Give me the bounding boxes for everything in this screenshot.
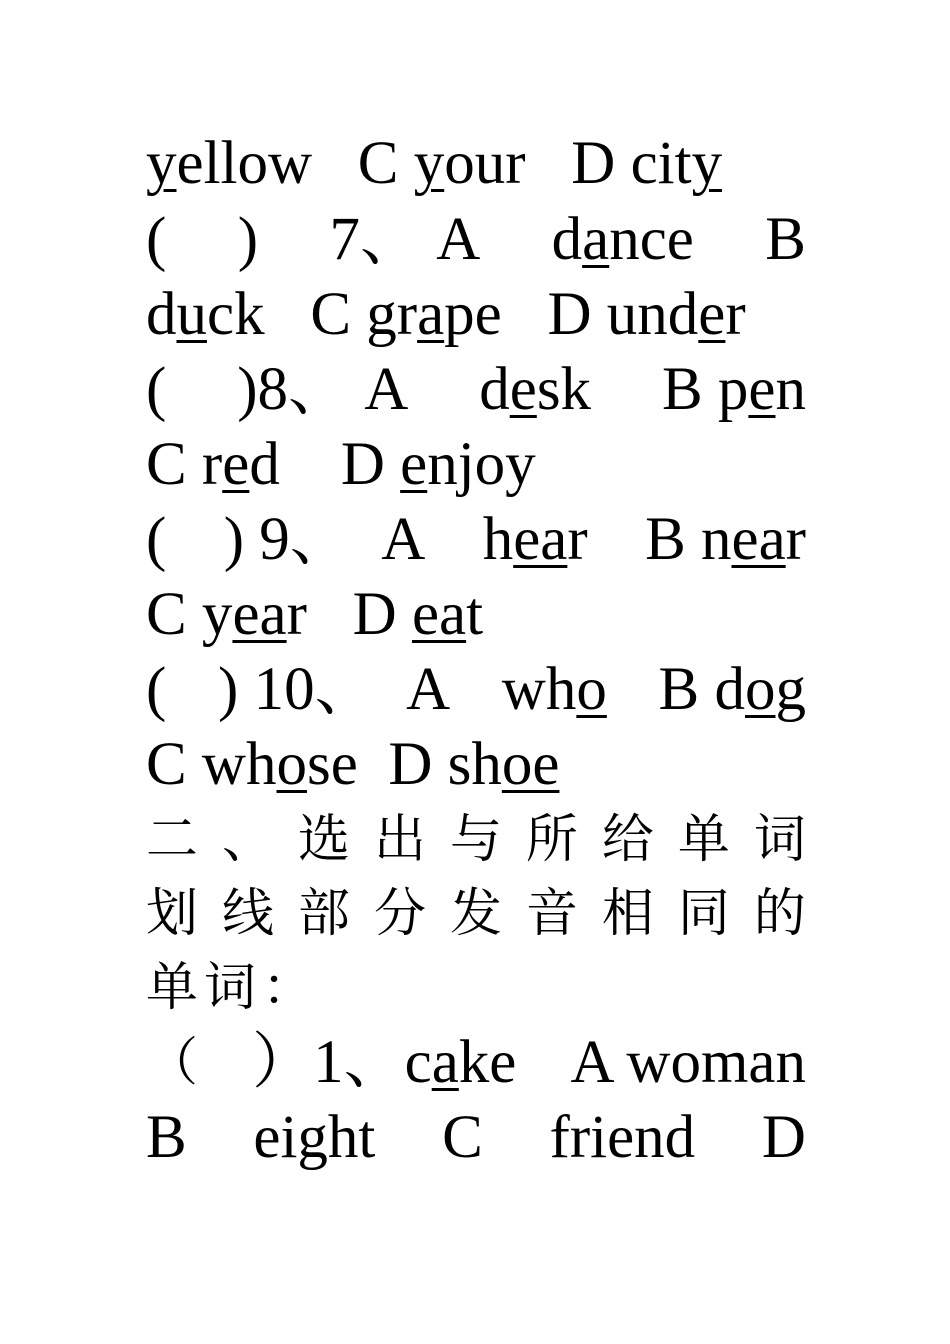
underlined-letters: y: [691, 130, 723, 197]
underlined-letters: a: [417, 281, 445, 348]
option-word: hear: [482, 506, 588, 573]
underlined-letters: y: [146, 130, 177, 197]
underlined-letters: a: [431, 1029, 459, 1096]
answer-paren-open: (: [146, 656, 167, 723]
question-number: ) 9、 A: [223, 506, 426, 573]
answer-paren-open: (: [146, 506, 167, 573]
answer-paren-open: (: [146, 356, 167, 423]
section-heading-line: 划 线 部 分 发 音 相 同 的: [146, 884, 806, 944]
question-1-line: [146, 1026, 806, 1100]
question-number: )8、 A: [237, 356, 409, 423]
question-number: ) 10、 A: [218, 656, 451, 723]
option-label: B: [765, 206, 806, 273]
option-line: C red D enjoy: [146, 431, 536, 498]
question-7-line: [146, 203, 806, 277]
option-word: B near: [645, 506, 806, 573]
option-word: who: [501, 656, 607, 723]
option-word: dance: [551, 206, 694, 273]
underlined-letters: oe: [501, 731, 560, 798]
option-word: B dog: [658, 656, 806, 723]
section-heading-line: 二 、 选 出 与 所 给 单 词: [146, 810, 806, 870]
answer-paren-open: （: [146, 1033, 199, 1093]
question-9-line: [146, 503, 806, 577]
option-word: A woman: [570, 1029, 806, 1096]
option-text: ellow C: [176, 130, 414, 197]
underlined-letters: e: [509, 356, 537, 423]
underlined-letters: ea: [731, 506, 786, 573]
question-10-line: [146, 653, 806, 727]
option-word: desk: [479, 356, 592, 423]
underlined-letters: u: [176, 281, 207, 348]
underlined-letters: o: [276, 731, 307, 798]
option-word: B pen: [661, 356, 806, 423]
option-text: our D cit: [444, 130, 692, 197]
option-line: C year D eat: [146, 581, 484, 648]
option-line: [146, 127, 806, 201]
question-word: ）1、cake: [252, 1029, 517, 1096]
underlined-letters: ea: [232, 581, 287, 648]
question-number: 7、 A: [329, 206, 481, 273]
question-8-line: [146, 353, 806, 427]
underlined-letters: a: [582, 206, 610, 273]
underlined-letters: e: [222, 431, 250, 498]
answer-paren-open: (: [146, 206, 167, 273]
underlined-letters: o: [576, 656, 607, 723]
underlined-letters: e: [400, 431, 428, 498]
underlined-letters: o: [744, 656, 776, 723]
section-heading-line: 单词：: [146, 958, 321, 1018]
option-line: B eight C friend D: [146, 1104, 806, 1171]
option-line: C whose D shoe: [146, 731, 560, 798]
underlined-letters: y: [413, 130, 445, 197]
underlined-letters: ea: [513, 506, 568, 573]
underlined-letters: ea: [411, 581, 467, 648]
underlined-letters: e: [698, 281, 726, 348]
underlined-letters: e: [748, 356, 776, 423]
answer-paren-close: ): [237, 206, 259, 273]
option-line: duck C grape D under: [146, 281, 746, 348]
